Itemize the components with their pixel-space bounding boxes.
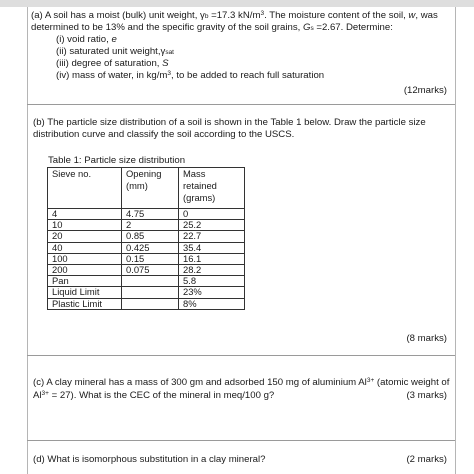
cell-sieve: Pan <box>48 276 122 287</box>
qa-line1: (a) A soil has a moist (bulk) unit weight, $\gamma_b =17.3$ $kN/m^3$. The moisture content of the soil, w, was <box>31 10 438 21</box>
cell-opening: 2 <box>122 220 179 231</box>
qa-marks: (12marks) <box>403 85 447 96</box>
table-caption: Table 1: Particle size distribution <box>48 155 186 166</box>
cell-mass: 28.2 <box>179 265 245 276</box>
qd-marks: (2 marks) <box>406 454 447 465</box>
cell-opening: 0.075 <box>122 265 179 276</box>
cell-sieve: 4 <box>48 209 122 220</box>
header-sieve-no: Sieve no. <box>48 168 122 209</box>
header-mass-l2: retained <box>183 180 217 191</box>
cell-opening: 0.425 <box>122 242 179 253</box>
cell-mass: 16.1 <box>179 253 245 264</box>
qd-line1: (d) What is isomorphous substitution in a clay mineral? <box>33 454 266 465</box>
table-row <box>48 242 245 253</box>
qa-item-i: (i) void ratio, e <box>56 34 117 45</box>
table-row <box>48 265 245 276</box>
cell-opening: 0.85 <box>122 231 179 242</box>
header-mass-l1: Mass <box>183 168 206 179</box>
qa-item-iv: (iv) mass of water, in $kg/m^3$, to be added to reach full saturation <box>56 70 325 81</box>
top-strip <box>0 0 474 7</box>
qb-line1: (b) The particle size distribution of a soil is shown in the Table 1 below. Draw the particle size <box>33 117 426 128</box>
qb-line2: distribution curve and classify the soil according to the USCS. <box>33 129 295 140</box>
cell-sieve: 200 <box>48 265 122 276</box>
qa-item-iii: (iii) degree of saturation, S <box>56 58 169 69</box>
qc-line1: (c) A clay mineral has a mass of 300 gm and adsorbed 150 mg of aluminium $Al^{3+}$ (atomic weight of <box>33 377 450 388</box>
cell-sieve: 40 <box>48 242 122 253</box>
cell-opening: 0.15 <box>122 253 179 264</box>
table-row <box>48 231 245 242</box>
cell-mass: 35.4 <box>179 242 245 253</box>
header-mass-l3: (grams) <box>183 192 216 203</box>
cell-opening <box>122 287 179 298</box>
qb-marks: (8 marks) <box>406 333 447 344</box>
table-row <box>48 253 245 264</box>
header-opening-l1: Opening <box>126 168 162 179</box>
qc-marks: (3 marks) <box>406 390 447 401</box>
table-row <box>48 287 245 298</box>
header-opening <box>122 168 179 209</box>
table-header-row <box>48 168 245 209</box>
qa-line2: determined to be 13% and the specific gravity of the soil grains, $G_s =2.67$. Determine: <box>31 22 393 33</box>
divider-a-b <box>27 104 455 105</box>
cell-mass: 25.2 <box>179 220 245 231</box>
header-opening-l2: (mm) <box>126 180 148 191</box>
qc-line2: $Al^{3+} = 27$). What is the CEC of the mineral in meq/100 g? <box>33 390 275 401</box>
table-row <box>48 298 245 309</box>
cell-sieve: 100 <box>48 253 122 264</box>
cell-mass: 0 <box>179 209 245 220</box>
cell-mass: 5.8 <box>179 276 245 287</box>
particle-size-table <box>47 167 245 310</box>
table-row <box>48 209 245 220</box>
table-row <box>48 276 245 287</box>
cell-opening: 4.75 <box>122 209 179 220</box>
cell-opening <box>122 298 179 309</box>
qa-item-ii: (ii) saturated unit $weight,\gamma_{sat}$ <box>56 46 174 57</box>
divider-c-d <box>27 440 455 441</box>
cell-mass: 22.7 <box>179 231 245 242</box>
cell-sieve: 20 <box>48 231 122 242</box>
header-mass-retained <box>179 168 245 209</box>
cell-sieve: Plastic Limit <box>48 298 122 309</box>
cell-mass: 23% <box>179 287 245 298</box>
cell-opening <box>122 276 179 287</box>
cell-sieve: 10 <box>48 220 122 231</box>
cell-sieve: Liquid Limit <box>48 287 122 298</box>
divider-b-c <box>27 355 455 356</box>
table-row <box>48 220 245 231</box>
cell-mass: 8% <box>179 298 245 309</box>
